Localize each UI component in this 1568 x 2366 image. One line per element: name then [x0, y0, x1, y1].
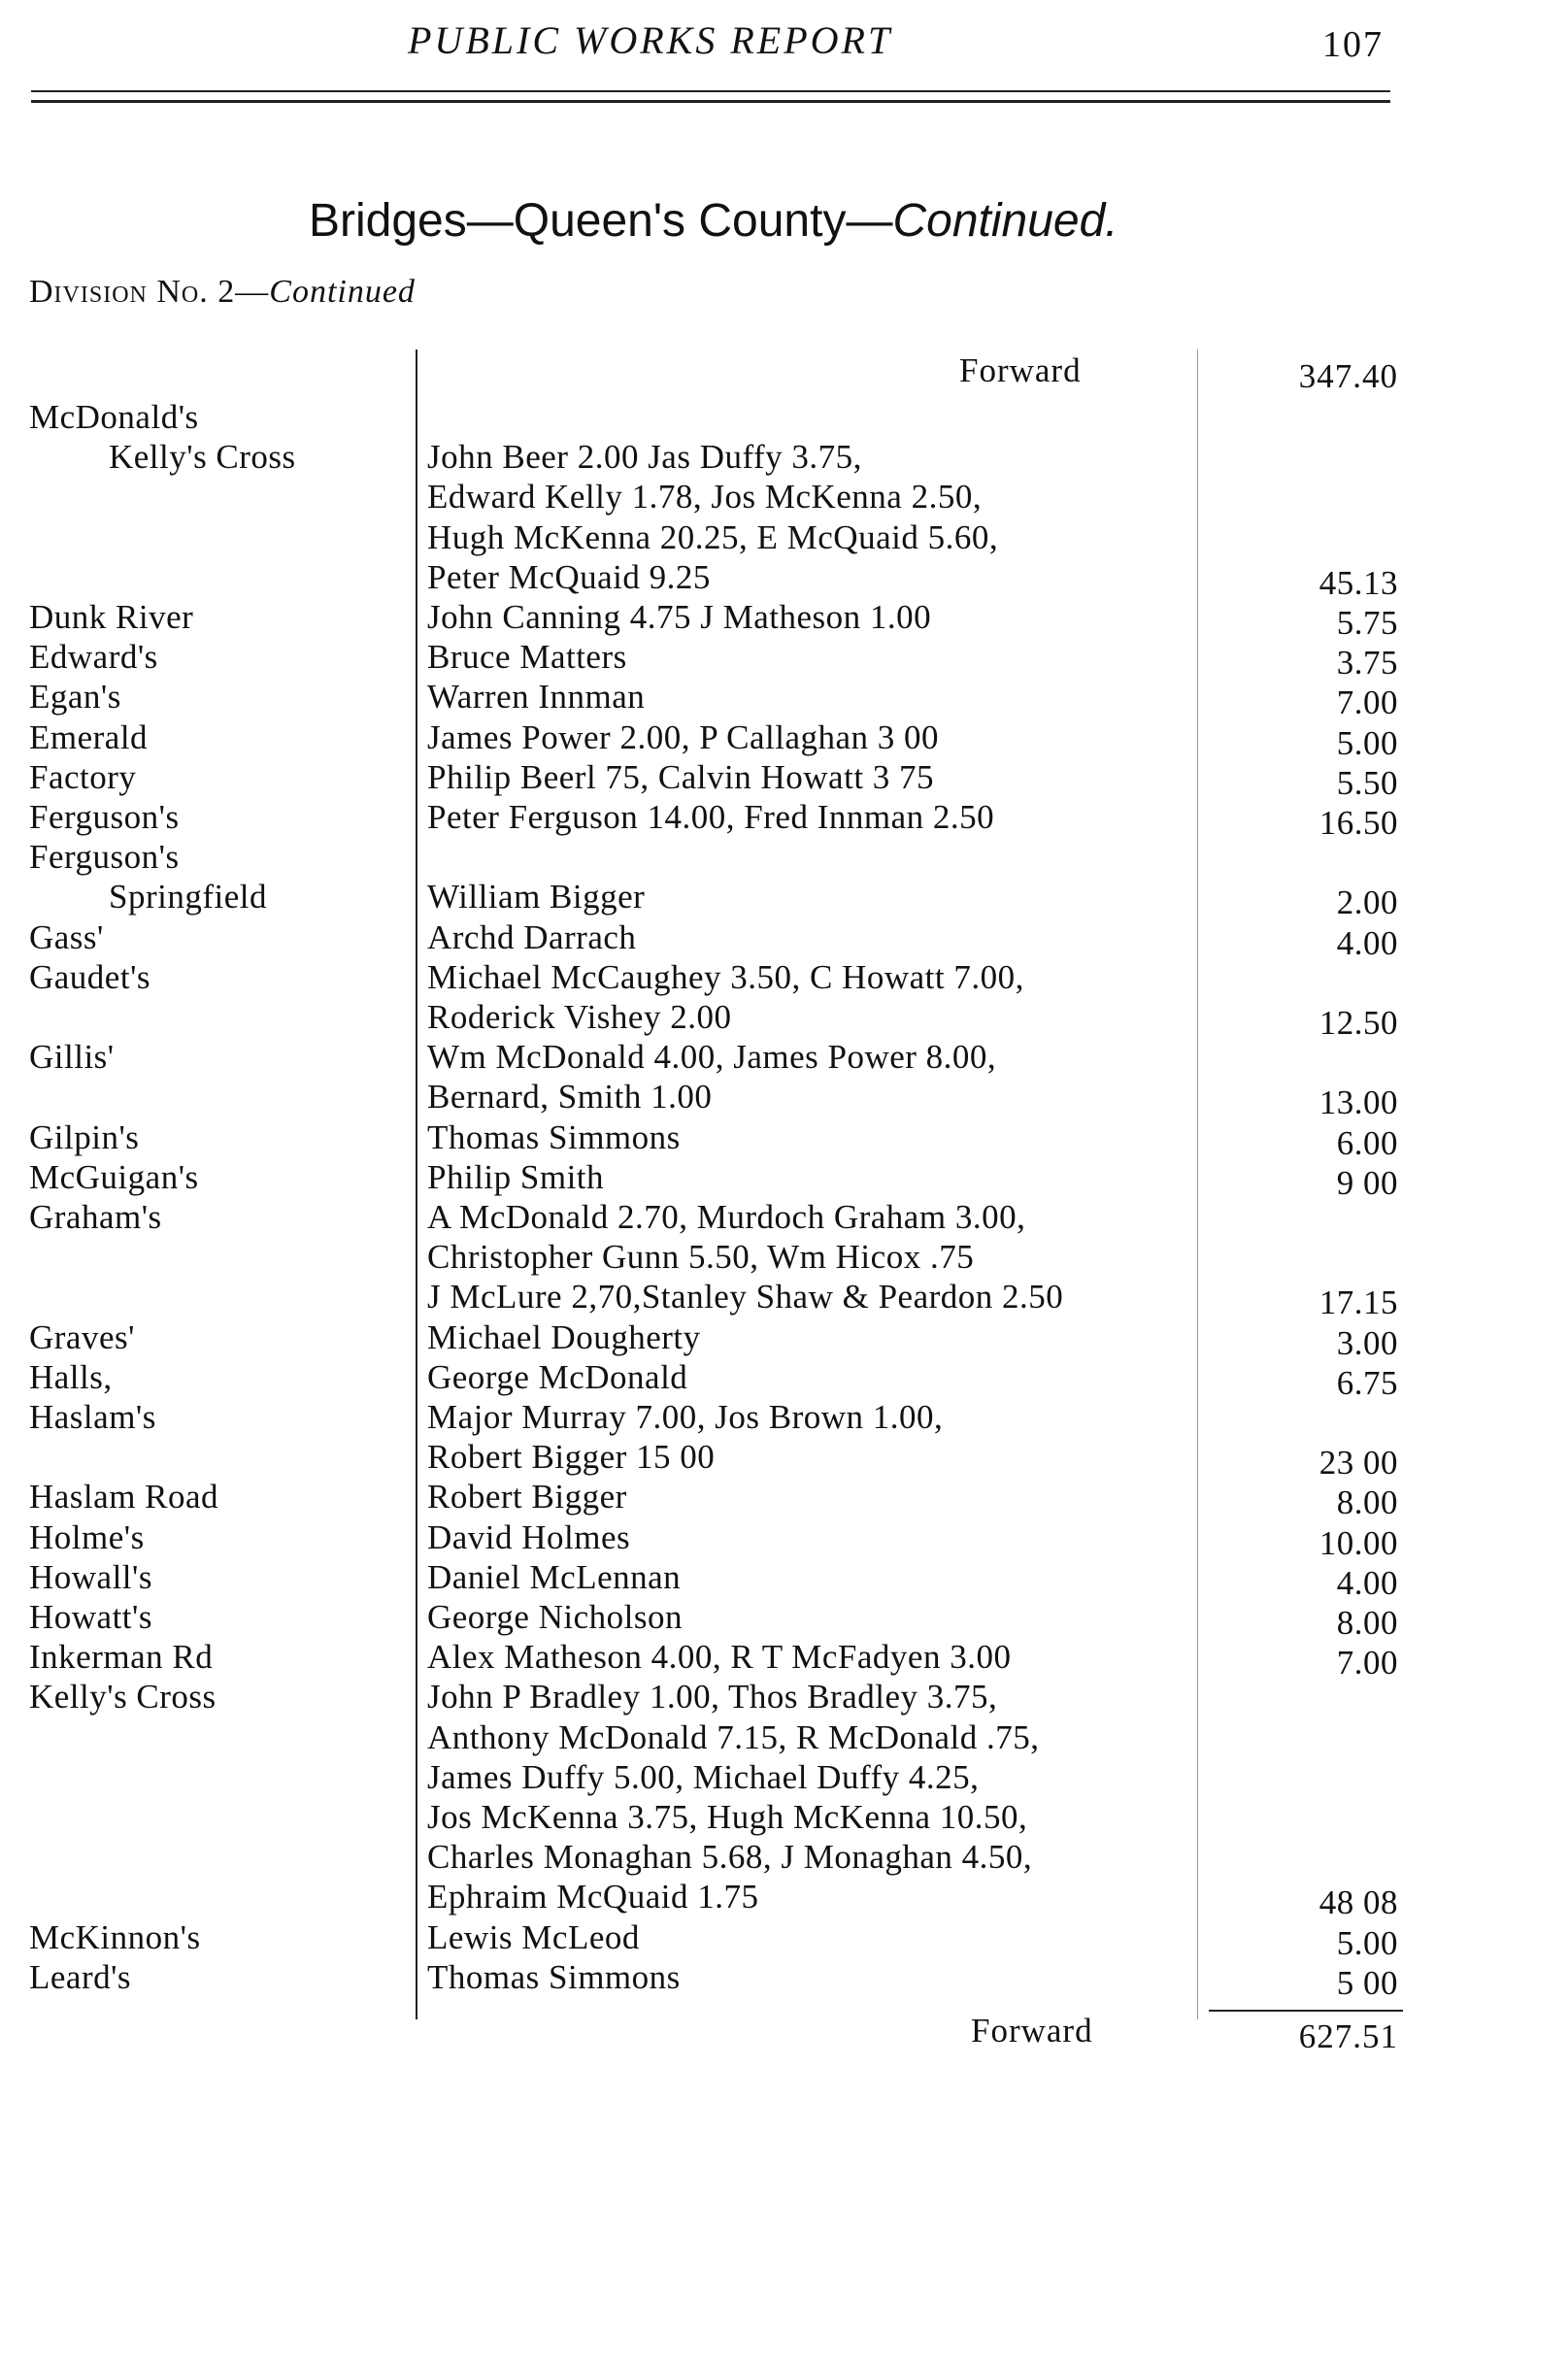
header-rule-thin — [31, 90, 1390, 92]
payee-entry: Bruce Matters — [427, 638, 627, 677]
payee-entry: Robert Bigger 15 00 — [427, 1438, 716, 1477]
amount: 5.75 — [1336, 604, 1398, 642]
payee-entry: Bernard, Smith 1.00 — [427, 1078, 713, 1116]
payee-entry: John Beer 2.00 Jas Duffy 3.75, — [427, 438, 862, 477]
bridge-name: Gillis' — [29, 1038, 115, 1077]
payee-entry: Christopher Gunn 5.50, Wm Hicox .75 — [427, 1238, 975, 1277]
payee-entry: Hugh McKenna 20.25, E McQuaid 5.60, — [427, 517, 999, 556]
amount: 9 00 — [1336, 1163, 1398, 1202]
amount: 5 00 — [1336, 1963, 1398, 2002]
bridge-name: Emerald — [29, 717, 149, 756]
bridge-name: Ferguson's — [29, 798, 180, 836]
payee-entry: Charles Monaghan 5.68, J Monaghan 4.50, — [427, 1838, 1033, 1877]
amount: 13.00 — [1318, 1083, 1398, 1122]
amount: 2.00 — [1336, 883, 1398, 922]
column-divider-right — [1197, 350, 1198, 2019]
bridge-name: Gaudet's — [29, 957, 150, 996]
section-title-main: Bridges—Queen's County— — [309, 195, 893, 247]
payee-entry: Thomas Simmons — [427, 1117, 681, 1156]
amount: 17.15 — [1318, 1283, 1398, 1322]
payee-entry: George Nicholson — [427, 1598, 683, 1636]
payee-entry: Edward Kelly 1.78, Jos McKenna 2.50, — [427, 478, 983, 517]
bridge-name: Howatt's — [29, 1598, 152, 1636]
payee-entry: Ephraim McQuaid 1.75 — [427, 1878, 759, 1916]
column-divider-left — [416, 350, 417, 2019]
bridge-name: Holme's — [29, 1517, 145, 1556]
payee-entry: Alex Matheson 4.00, R T McFadyen 3.00 — [427, 1638, 1012, 1677]
bridge-name: Inkerman Rd — [29, 1638, 214, 1677]
amount: 4.00 — [1336, 923, 1398, 962]
bridge-name: Graves' — [29, 1317, 135, 1356]
bridge-name: McDonald's — [29, 398, 199, 436]
payee-entry: Lewis McLeod — [427, 1917, 640, 1956]
amount: 45.13 — [1318, 563, 1398, 602]
payee-entry: Archd Darrach — [427, 917, 637, 956]
bridge-name: Haslam Road — [29, 1478, 219, 1516]
header-rule-thick — [31, 100, 1390, 103]
division-heading — [29, 274, 416, 311]
bridge-name: Dunk River — [29, 598, 194, 636]
bridge-name: Edward's — [29, 638, 158, 677]
payee-entry: Robert Bigger — [427, 1478, 627, 1516]
payee-entry: Roderick Vishey 2.00 — [427, 998, 732, 1036]
amount: 3.75 — [1336, 644, 1398, 683]
amount: 8.00 — [1336, 1483, 1398, 1522]
amount: 5.00 — [1336, 723, 1398, 762]
payee-entry: John Canning 4.75 J Matheson 1.00 — [427, 598, 932, 636]
bridge-name: Graham's — [29, 1198, 162, 1236]
section-title — [309, 194, 1118, 248]
amount: 12.50 — [1318, 1004, 1398, 1042]
division-continued: Continued — [269, 274, 416, 310]
payee-entry: Warren Innman — [427, 678, 646, 716]
bridge-name: Factory — [29, 757, 137, 796]
payee-entry: Michael McCaughey 3.50, C Howatt 7.00, — [427, 957, 1024, 996]
payee-entry: Peter Ferguson 14.00, Fred Innman 2.50 — [427, 798, 995, 836]
payee-entry: David Holmes — [427, 1517, 631, 1556]
amount: 23 00 — [1318, 1444, 1398, 1483]
payee-entry: James Power 2.00, P Callaghan 3 00 — [427, 717, 940, 756]
payee-entry: Philip Smith — [427, 1157, 605, 1196]
bridge-name: McKinnon's — [29, 1917, 201, 1956]
payee-entry: George McDonald — [427, 1357, 688, 1396]
amount: 16.50 — [1318, 804, 1398, 842]
bridge-name: Haslam's — [29, 1398, 156, 1436]
bridge-name: Kelly's Cross — [29, 1678, 217, 1716]
payee-entry: Peter McQuaid 9.25 — [427, 557, 711, 596]
amount: 5.50 — [1336, 763, 1398, 802]
running-title: PUBLIC WORKS REPORT — [408, 18, 893, 62]
amount: 6.00 — [1336, 1123, 1398, 1162]
payee-entry: Thomas Simmons — [427, 1957, 681, 1996]
payee-entry: Jos McKenna 3.75, Hugh McKenna 10.50, — [427, 1798, 1028, 1836]
payee-entry: J McLure 2,70,Stanley Shaw & Peardon 2.50 — [427, 1278, 1064, 1316]
bridge-name: McGuigan's — [29, 1157, 199, 1196]
amount: 3.00 — [1336, 1323, 1398, 1362]
forward-bottom-amount: 627.51 — [1298, 2017, 1398, 2055]
bridge-name: Egan's — [29, 678, 121, 716]
bridge-name: Gass' — [29, 917, 104, 956]
forward-top-label: Forward — [959, 351, 1082, 389]
bridge-name: Kelly's Cross — [109, 438, 296, 477]
division-label: Division No. 2— — [29, 274, 270, 310]
payee-entry: Anthony McDonald 7.15, R McDonald .75, — [427, 1717, 1040, 1756]
amount: 7.00 — [1336, 1644, 1398, 1683]
bridge-name: Leard's — [29, 1957, 132, 1996]
payee-entry: Daniel McLennan — [427, 1557, 682, 1596]
payee-entry: Wm McDonald 4.00, James Power 8.00, — [427, 1038, 997, 1077]
amount: 7.00 — [1336, 683, 1398, 722]
amount: 6.75 — [1336, 1363, 1398, 1402]
amount: 8.00 — [1336, 1604, 1398, 1642]
bridge-name: Howall's — [29, 1557, 152, 1596]
amount: 5.00 — [1336, 1923, 1398, 1962]
payee-entry: A McDonald 2.70, Murdoch Graham 3.00, — [427, 1198, 1026, 1236]
section-title-continued: Continued. — [892, 195, 1118, 247]
payee-entry: John P Bradley 1.00, Thos Bradley 3.75, — [427, 1678, 998, 1716]
bridge-name: Gilpin's — [29, 1117, 140, 1156]
payee-entry: William Bigger — [427, 878, 646, 916]
payee-entry: James Duffy 5.00, Michael Duffy 4.25, — [427, 1757, 980, 1796]
forward-bottom-label: Forward — [971, 2012, 1093, 2049]
bridge-name: Springfield — [109, 878, 267, 916]
total-rule — [1209, 2010, 1403, 2012]
payee-entry: Michael Dougherty — [427, 1317, 701, 1356]
payee-entry: Philip Beerl 75, Calvin Howatt 3 75 — [427, 757, 935, 796]
payee-entry: Major Murray 7.00, Jos Brown 1.00, — [427, 1398, 944, 1436]
bridge-name: Halls, — [29, 1357, 113, 1396]
forward-top-amount: 347.40 — [1298, 357, 1398, 395]
amount: 48 08 — [1318, 1883, 1398, 1922]
page-number: 107 — [1322, 24, 1384, 65]
amount: 4.00 — [1336, 1563, 1398, 1602]
amount: 10.00 — [1318, 1523, 1398, 1562]
bridge-name: Ferguson's — [29, 838, 180, 877]
